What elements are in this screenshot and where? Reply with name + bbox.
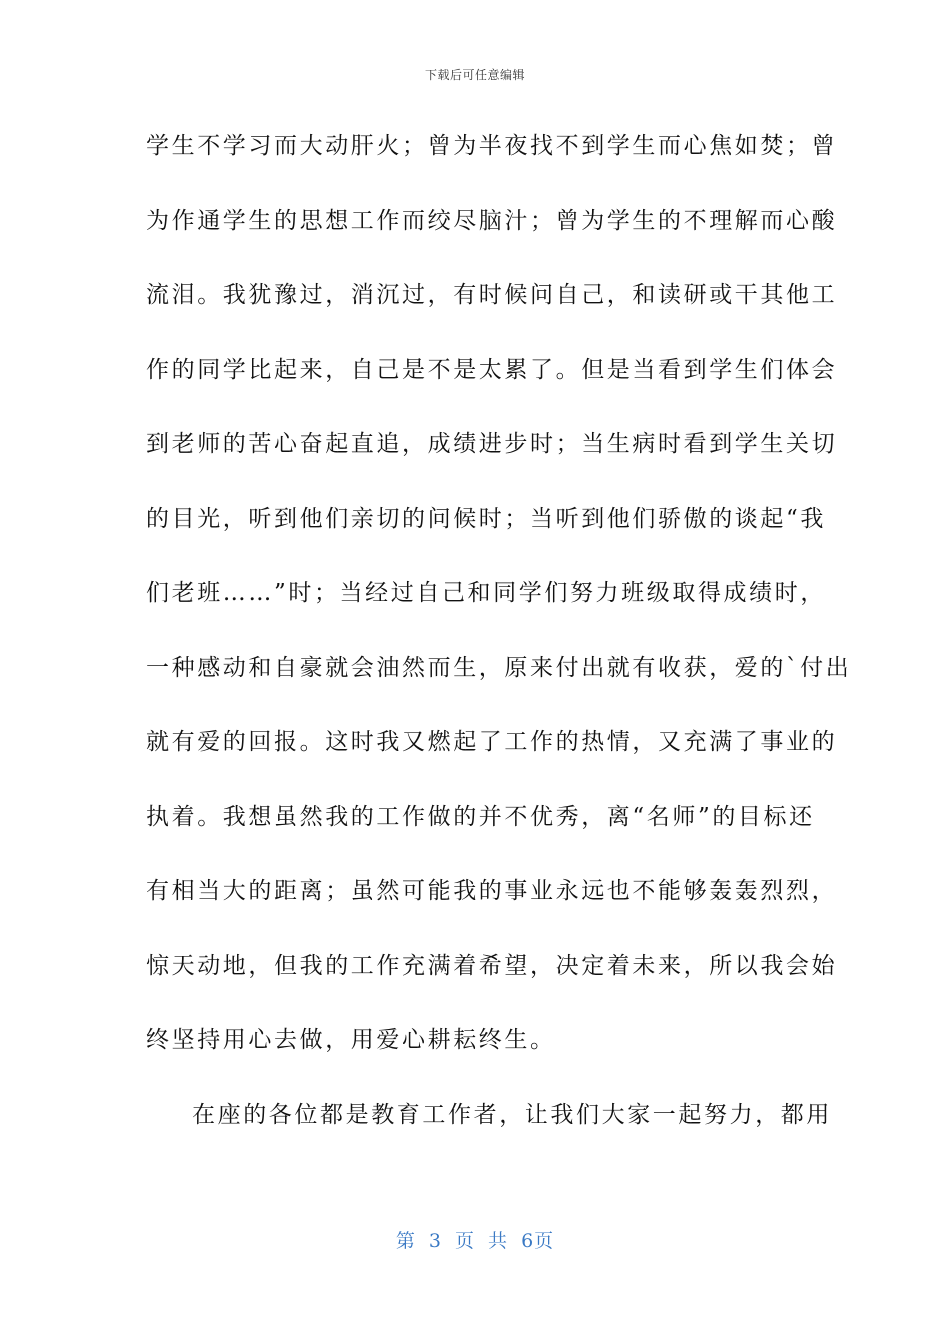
header-note: 下载后可任意编辑 (424, 68, 525, 82)
document-body (146, 118, 852, 1161)
body-line: 终坚持用心去做，用爱心耕耘终生。 (146, 1027, 556, 1053)
body-line: 流泪。我犹豫过，消沉过，有时候问自己，和读研或干其他工 (146, 282, 838, 308)
body-line: 执着。我想虽然我的工作做的并不优秀，离“名师”的目标还 (146, 803, 815, 830)
body-line: 为作通学生的思想工作而绞尽脑汁；曾为学生的不理解而心酸 (146, 207, 838, 234)
body-line: 们老班……”时；当经过自己和同学们努力班级取得成绩时， (146, 580, 826, 606)
body-line: 惊天动地，但我的工作充满着希望，决定着未来，所以我会始 (146, 952, 838, 979)
body-line: 到老师的苦心奋起直追，成绩进步时；当生病时看到学生关切 (146, 431, 838, 457)
body-line: 的目光，听到他们亲切的问候时；当听到他们骄傲的谈起“我 (146, 505, 826, 532)
page-number: 第 3 页 共 6页 (395, 1230, 555, 1252)
body-line: 学生不学习而大动肝火；曾为半夜找不到学生而心焦如焚；曾 (146, 133, 838, 159)
paragraph-start-line: 在座的各位都是教育工作者，让我们大家一起努力，都用 (192, 1101, 832, 1128)
body-line: 就有爱的回报。这时我又燃起了工作的热情，又充满了事业的 (146, 729, 838, 755)
body-line: 一种感动和自豪就会油然而生，原来付出就有收获，爱的`付出 (146, 654, 852, 681)
body-line: 有相当大的距离；虽然可能我的事业永远也不能够轰轰烈烈， (146, 878, 838, 904)
body-line: 作的同学比起来，自己是不是太累了。但是当看到学生们体会 (146, 356, 838, 383)
